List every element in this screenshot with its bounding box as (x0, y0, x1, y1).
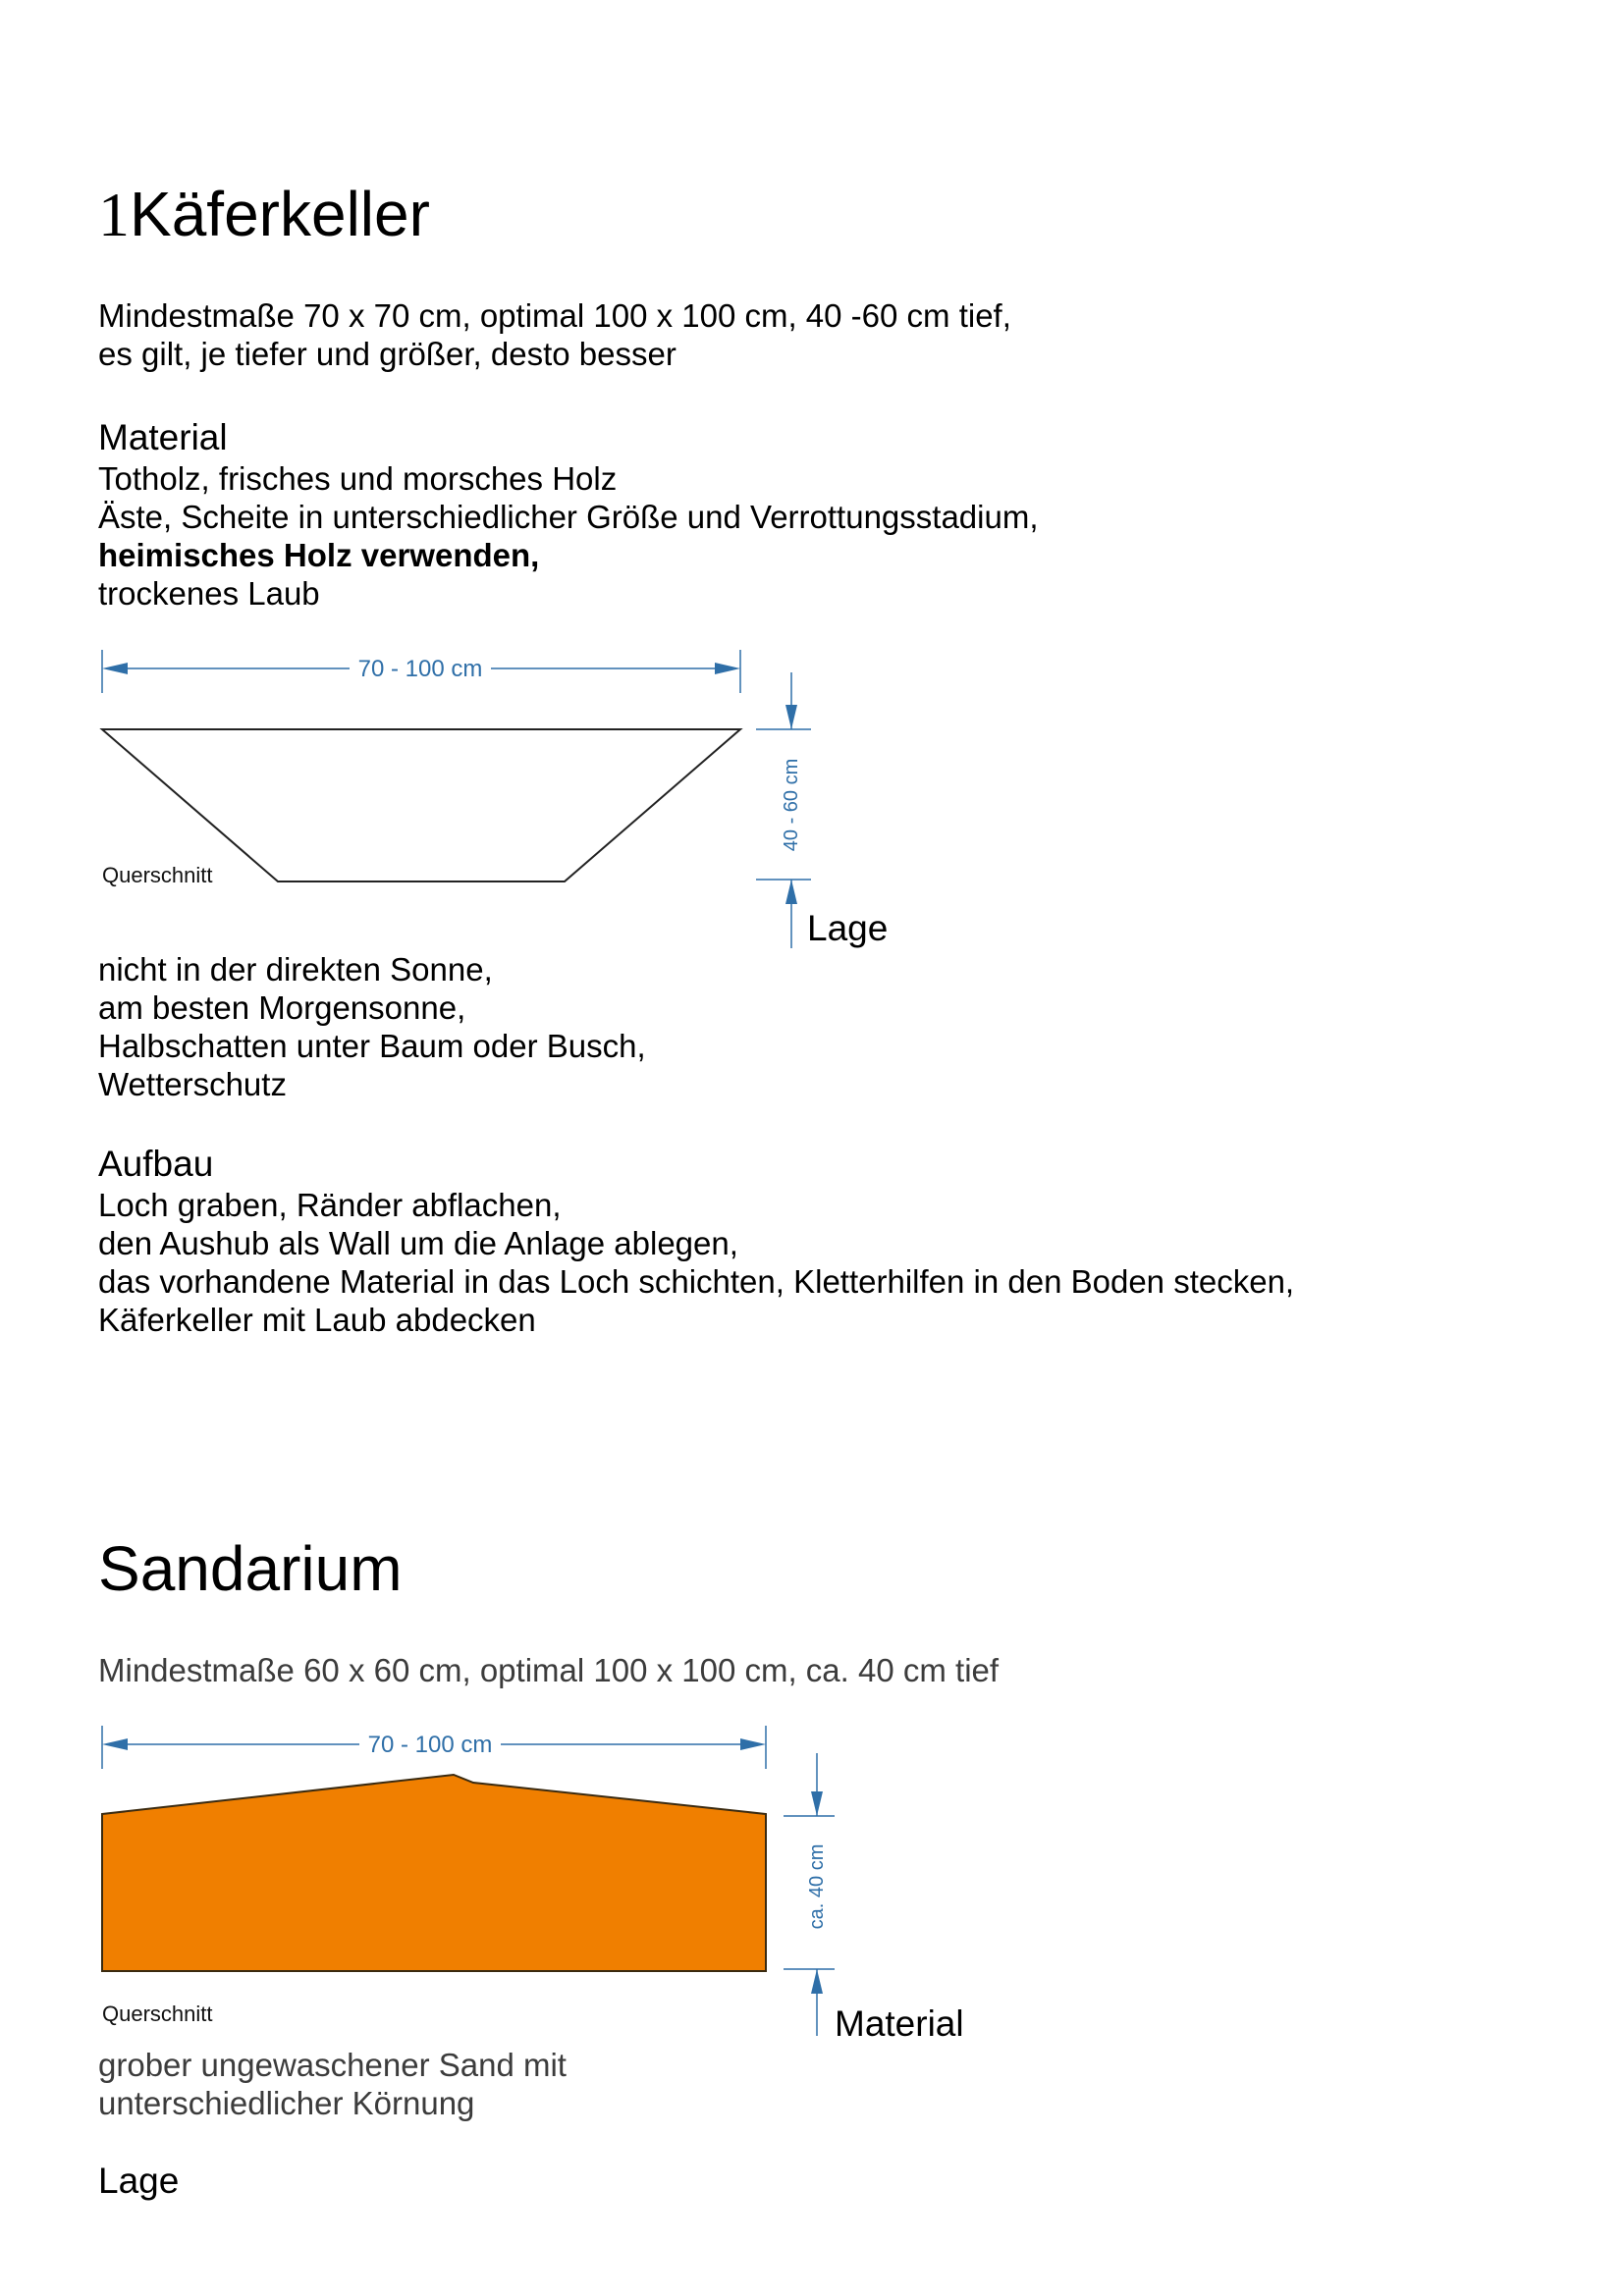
sandarium-title: Sandarium (98, 1533, 403, 1604)
material-line: Totholz, frisches und morsches Holz (98, 460, 618, 497)
width-arrow-right (740, 1738, 766, 1750)
material-line-bold: heimisches Holz verwenden, (98, 537, 540, 573)
lage-line: am besten Morgensonne, (98, 989, 466, 1026)
lage-line: nicht in der direkten Sonne, (98, 951, 493, 988)
dimensions-line: es gilt, je tiefer und größer, desto besser (98, 336, 677, 372)
sandarium-material-heading: Material (835, 2003, 964, 2044)
width-arrow-left (102, 663, 128, 674)
width-label: 70 - 100 cm (367, 1732, 493, 1758)
kaeferkeller-cross-section-diagram (0, 628, 884, 962)
material-list (98, 459, 1039, 613)
material-line: grober ungewaschener Sand mit (98, 2047, 567, 2083)
sandarium-dimensions: Mindestmaße 60 x 60 cm, optimal 100 x 100 cm, ca. 40 cm tief (98, 1652, 1000, 1688)
material-line: unterschiedlicher Körnung (98, 2085, 475, 2121)
aufbau-line: das vorhandene Material in das Loch schichten, Kletterhilfen in den Boden stecken, (98, 1263, 1295, 1300)
lage-line: Halbschatten unter Baum oder Busch, (98, 1028, 646, 1064)
depth-arrow-bottom (811, 1969, 823, 1994)
sand-mound-cross-section (102, 1775, 766, 1971)
lage-line: Wetterschutz (98, 1066, 287, 1102)
lage-list (98, 950, 646, 1103)
material-heading: Material (98, 417, 228, 457)
aufbau-line: den Aushub als Wall um die Anlage ablegen, (98, 1225, 738, 1261)
sandarium-cross-section-diagram (0, 1708, 884, 2042)
kaeferkeller-title: 1Käferkeller (98, 179, 430, 249)
depth-arrow-top (811, 1791, 823, 1816)
aufbau-list (98, 1186, 1294, 1339)
sandarium-material-list (98, 2046, 567, 2122)
pit-cross-section (102, 729, 740, 881)
depth-label: ca. 40 cm (806, 1843, 828, 1930)
dimensions-line: Mindestmaße 70 x 70 cm, optimal 100 x 100 cm, 40 -60 cm tief, (98, 297, 1011, 334)
aufbau-heading: Aufbau (98, 1144, 214, 1184)
diagram-caption: Querschnitt (102, 863, 213, 887)
depth-arrow-bottom (785, 880, 797, 904)
aufbau-line: Käferkeller mit Laub abdecken (98, 1302, 536, 1338)
depth-label: 40 - 60 cm (781, 758, 802, 852)
material-line: trockenes Laub (98, 575, 320, 612)
width-arrow-left (102, 1738, 128, 1750)
lage-heading: Lage (807, 908, 889, 948)
width-arrow-right (715, 663, 740, 674)
sandarium-lage-heading: Lage (98, 2161, 180, 2201)
diagram-caption: Querschnitt (102, 2002, 213, 2026)
depth-arrow-top (785, 705, 797, 729)
aufbau-line: Loch graben, Ränder abflachen, (98, 1187, 562, 1223)
kaeferkeller-dimensions (98, 296, 1011, 373)
width-label: 70 - 100 cm (357, 656, 483, 682)
material-line: Äste, Scheite in unterschiedlicher Größe und Verrottungsstadium, (98, 499, 1039, 535)
